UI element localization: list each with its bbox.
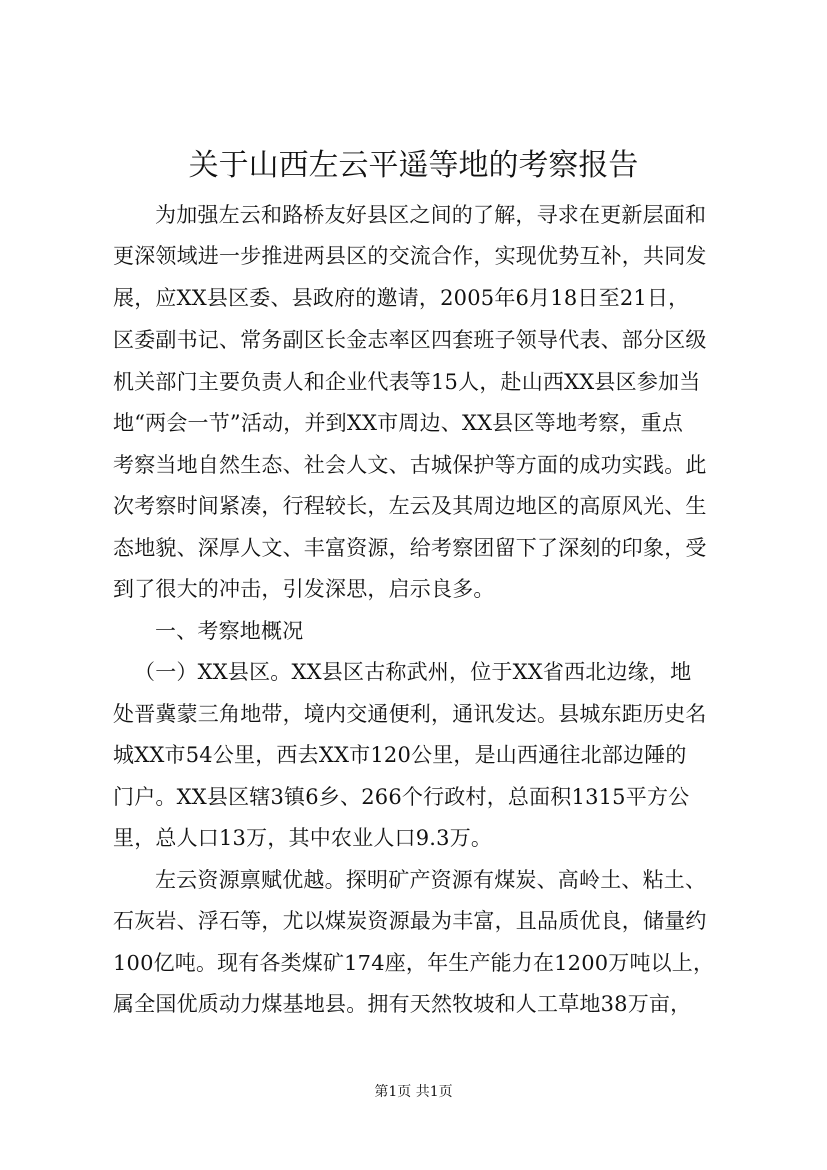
- paragraph-line: 属全国优质动力煤基地县。拥有天然牧坡和人工草地38万亩，: [113, 992, 692, 1016]
- document-title: 关于山西左云平遥等地的考察报告: [188, 148, 639, 183]
- paragraph-line: 左云资源禀赋优越。探明矿产资源有煤炭、高岭土、粘土、: [155, 868, 707, 892]
- section-heading: 一、考察地概况: [155, 619, 304, 643]
- paragraph-line: 考察当地自然生态、社会人文、古城保护等方面的成功实践。此: [113, 453, 707, 477]
- paragraph-line: 门户。XX县区辖3镇6乡、266个行政村，总面积1315平方公: [113, 785, 690, 809]
- paragraph-line: 石灰岩、浮石等，尤以煤炭资源最为丰富，且品质优良，储量约: [113, 909, 707, 933]
- paragraph-line: 100亿吨。现有各类煤矿174座，年生产能力在1200万吨以上，: [113, 951, 715, 975]
- paragraph-line: 城XX市54公里，西去XX市120公里，是山西通往北部边陲的: [113, 743, 687, 767]
- paragraph-line: 区委副书记、常务副区长金志率区四套班子领导代表、部分区级: [113, 328, 707, 352]
- paragraph-line: 展，应XX县区委、县政府的邀请，2005年6月18日至21日，: [113, 286, 690, 310]
- page-footer: 第1页 共1页: [374, 1084, 453, 1100]
- paragraph-line: 地“两会一节”活动，并到XX市周边、XX县区等地考察，重点: [113, 411, 684, 435]
- paragraph-line: （一）XX县区。XX县区古称武州，位于XX省西北边缘，地: [134, 660, 692, 684]
- paragraph-line: 到了很大的冲击，引发深思，启示良多。: [113, 577, 495, 601]
- paragraph-line: 更深领域进一步推进两县区的交流合作，实现优势互补，共同发: [113, 244, 707, 268]
- paragraph-line: 为加强左云和路桥友好县区之间的了解，寻求在更新层面和: [155, 203, 707, 227]
- paragraph-line: 态地貌、深厚人文、丰富资源，给考察团留下了深刻的印象，受: [113, 536, 707, 560]
- paragraph-line: 处晋冀蒙三角地带，境内交通便利，通讯发达。县城东距历史名: [113, 702, 707, 726]
- paragraph-line: 次考察时间紧凑，行程较长，左云及其周边地区的高原风光、生: [113, 494, 707, 518]
- paragraph-line: 机关部门主要负责人和企业代表等15人，赴山西XX县区参加当: [113, 370, 701, 394]
- paragraph-line: 里，总人口13万，其中农业人口9.3万。: [113, 826, 493, 850]
